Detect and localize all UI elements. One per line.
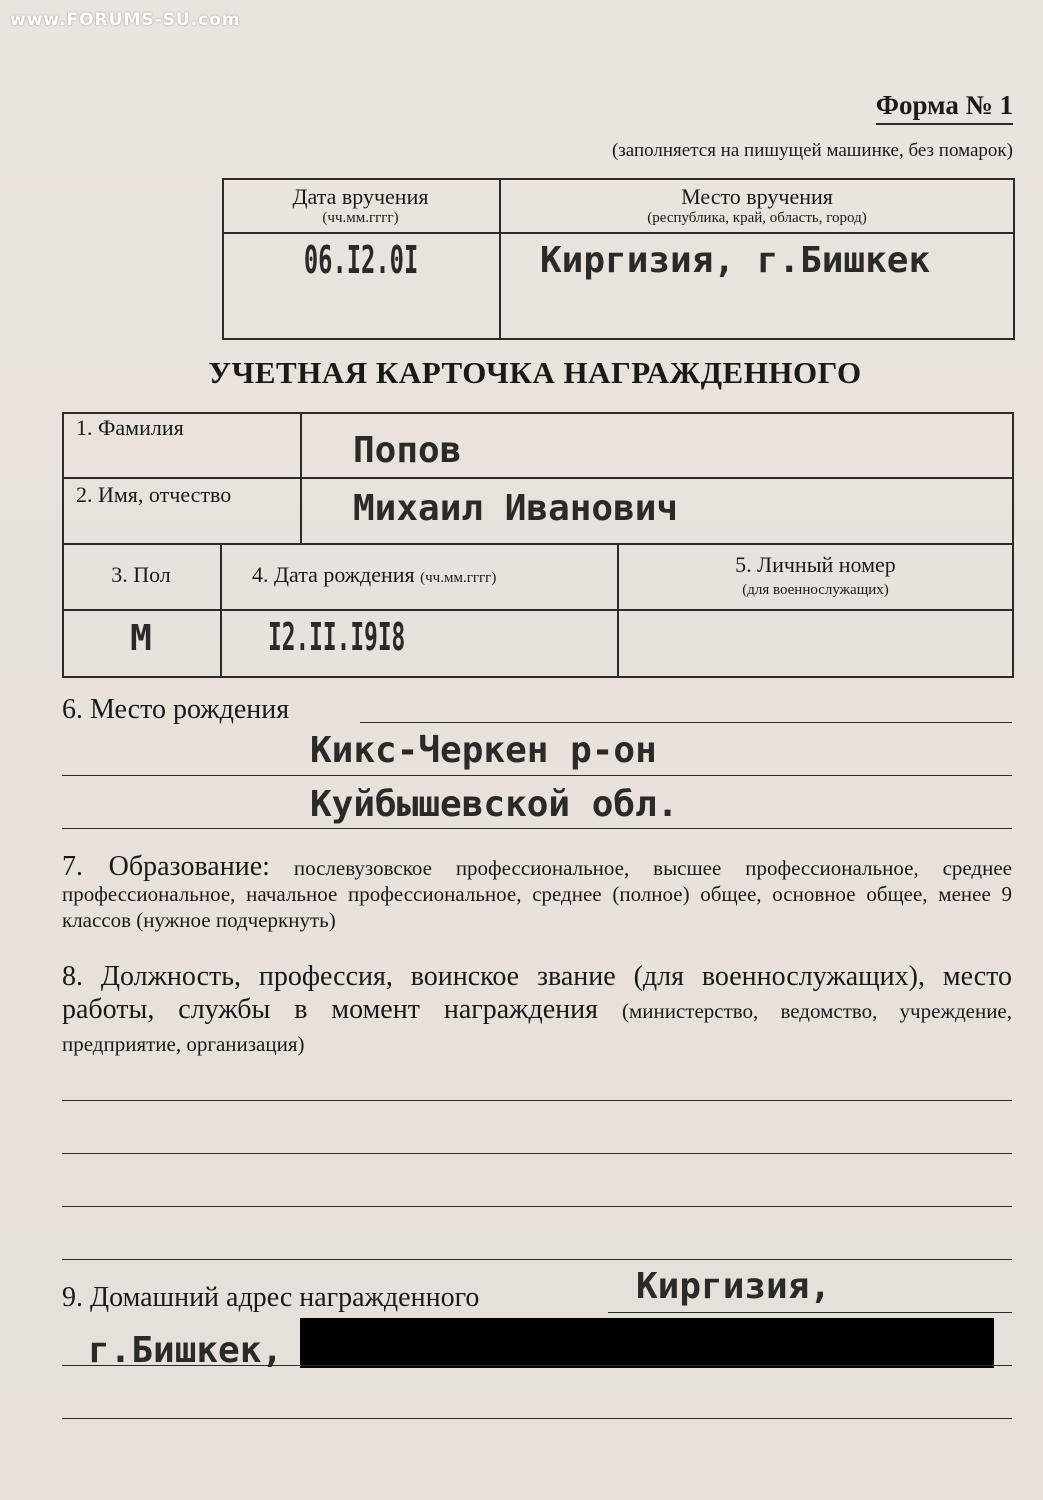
sex-label: 3. Пол (111, 562, 171, 587)
education-label: 7. Образование: (62, 851, 270, 882)
birthdate-hint: (чч.мм.гггг) (420, 570, 497, 586)
sex-value: М (130, 618, 152, 659)
delivery-place-label: Место вручения (681, 184, 833, 209)
education-options: послевузовское профессиональное, высшее профессиональное, среднее профессиональное, начальное профессиональное, среднее (полное) общее, основное общее, менее 9 классов (нужное подчеркнуть) (62, 856, 1012, 932)
birthplace-line-2: Куйбышевской обл. (310, 784, 679, 825)
name-patronymic-value: Михаил Иванович (353, 488, 679, 529)
surname-value: Попов (353, 430, 462, 471)
position-hint: (министерство, ведомство, учреждение, предприятие, организация) (62, 999, 1013, 1056)
birthplace-line-1: Кикс-Черкен р-он (310, 730, 657, 771)
position-block (62, 960, 1012, 1059)
birthdate-label: 4. Дата рождения (252, 562, 415, 587)
form-number: Форма № 1 (876, 90, 1013, 125)
surname-label: 1. Фамилия (76, 415, 184, 440)
redaction-bar (300, 1318, 994, 1368)
name-patronymic-label: 2. Имя, отчество (76, 482, 232, 507)
delivery-date-label: Дата вручения (292, 184, 429, 209)
address-line-1: Киргизия, (636, 1266, 832, 1307)
address-label: 9. Домашний адрес награжденного (62, 1282, 480, 1313)
position-label: 8. Должность, профессия, воинское звание (для военнослужащих), место работы, службы в момент награждения (62, 961, 1012, 1025)
delivery-place-value: Киргизия, г.Бишкек (540, 240, 931, 281)
personal-number-hint: (для военнослужащих) (742, 582, 889, 598)
form-instruction: (заполняется на пишущей машинке, без помарок) (611, 140, 1013, 161)
delivery-date-hint: (чч.мм.гггг) (322, 210, 399, 226)
delivery-place-hint: (республика, край, область, город) (647, 210, 867, 226)
watermark: www.FORUMS-SU.com (10, 10, 241, 30)
education-block (62, 851, 1012, 933)
address-line-2: г.Бишкек, (88, 1330, 284, 1371)
birthplace-label: 6. Место рождения (62, 694, 290, 725)
delivery-date-value: 06.I2.0I (303, 238, 419, 282)
card-title: УЧЕТНАЯ КАРТОЧКА НАГРАЖДЕННОГО (208, 355, 862, 390)
birthdate-value: I2.II.I9I8 (268, 615, 406, 659)
personal-number-label: 5. Личный номер (735, 552, 896, 577)
